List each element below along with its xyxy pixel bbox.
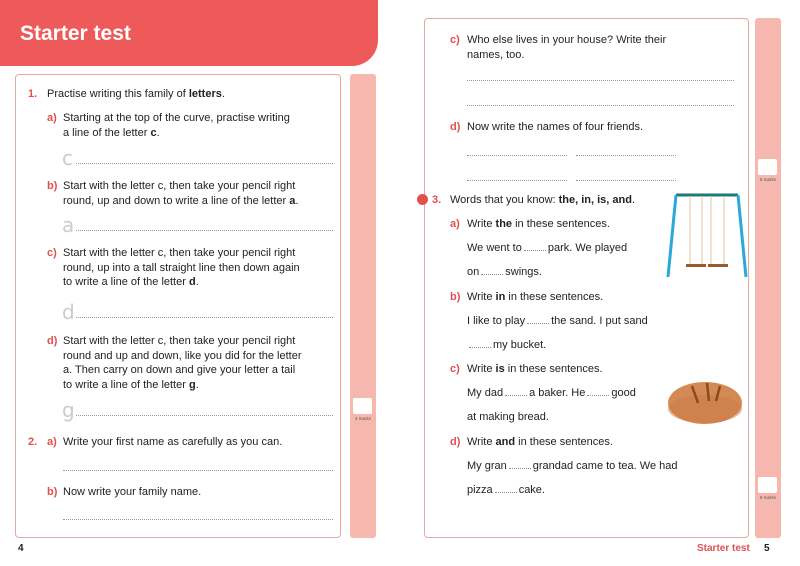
sentence	[467, 386, 636, 400]
blank-space[interactable]	[469, 340, 491, 348]
sentence	[467, 459, 677, 473]
punct: .	[195, 276, 199, 288]
blank-space[interactable]	[481, 267, 503, 275]
marks-box[interactable]	[758, 159, 777, 175]
part-text: Now write the names of four friends.	[467, 121, 644, 133]
target-letter: a	[289, 194, 296, 207]
sentence	[467, 265, 542, 279]
punct: .	[221, 88, 225, 100]
question-text-main: Words that you know:	[450, 194, 559, 206]
sentence	[467, 338, 546, 352]
question-keywords: the, in, is, and	[558, 194, 632, 206]
target-letter: g	[188, 378, 196, 391]
part-text-line	[63, 111, 290, 125]
question-keyword: letters	[188, 88, 222, 100]
handwriting-line[interactable]	[76, 230, 333, 231]
sentence-text: a baker. He	[529, 387, 586, 399]
sentence-text: We went to	[467, 242, 522, 254]
marks-column-left	[350, 74, 376, 538]
text: Start with the letter c, then take your pencil right	[63, 247, 296, 259]
question-text-main: Practise writing this family of	[47, 88, 189, 100]
text: Write	[467, 363, 496, 375]
marks-box[interactable]	[758, 477, 777, 493]
question-badge-icon	[417, 194, 428, 205]
text: Write	[467, 218, 496, 230]
part-instruction	[467, 290, 603, 304]
part-text-line: Who else lives in your house? Write their	[467, 34, 667, 46]
friend-name-line[interactable]	[467, 155, 567, 156]
page-number-left: 4	[18, 543, 24, 554]
sentence-text: at making bread.	[467, 411, 549, 423]
part-letter: b)	[450, 291, 461, 303]
page-title: Starter test	[20, 22, 131, 45]
text: Start with the letter c, then take your pencil right	[63, 180, 296, 192]
friend-name-line[interactable]	[576, 155, 676, 156]
part-text-line	[63, 246, 295, 260]
part-letter: d)	[450, 436, 461, 448]
target-word: and	[495, 436, 516, 448]
part-text-line	[63, 349, 302, 363]
text: to write a line of the letter	[63, 276, 189, 288]
punct: .	[156, 126, 160, 139]
sentence-text: my bucket.	[493, 339, 547, 351]
sentence-text: grandad came to tea. We had	[532, 460, 678, 472]
part-text-line	[63, 363, 295, 377]
sentence-text: pizza	[467, 484, 493, 496]
text: in these sentences.	[504, 363, 603, 375]
marks-box[interactable]	[353, 398, 372, 414]
text: round, up and down to write a line of the letter	[63, 194, 290, 207]
sentence-text: cake.	[518, 484, 545, 496]
sentence	[467, 410, 549, 424]
target-word: in	[495, 291, 506, 303]
text: to write a line of the letter	[63, 378, 189, 391]
question-text	[450, 193, 635, 207]
handwriting-line[interactable]	[76, 317, 333, 318]
answer-line[interactable]	[467, 105, 734, 106]
part-text: Write your first name as carefully as you can.	[63, 436, 283, 448]
sentence-text: My dad	[467, 387, 504, 399]
trace-letter: g	[62, 398, 75, 422]
sentence-text: park. We played	[547, 242, 628, 254]
target-letter: d	[188, 276, 196, 288]
text: Starting at the top of the curve, practise writing	[63, 112, 290, 124]
part-text-line	[63, 334, 295, 348]
text: in these sentences.	[515, 436, 613, 448]
text: a. Then carry on down and give your letter a tail	[63, 364, 296, 376]
part-text-line	[63, 126, 160, 140]
part-instruction	[467, 435, 613, 449]
answer-line[interactable]	[467, 80, 734, 81]
target-word: the	[495, 218, 513, 230]
part-letter: b)	[47, 180, 58, 192]
text: Start with the letter c, then take your pencil right	[63, 335, 296, 347]
marks-label: 8 marks	[759, 177, 776, 182]
blank-space[interactable]	[509, 461, 531, 469]
trace-letter: d	[62, 300, 75, 324]
blank-space[interactable]	[587, 388, 609, 396]
part-text-line: names, too.	[467, 48, 525, 61]
blank-space[interactable]	[505, 388, 527, 396]
part-letter: d)	[450, 121, 461, 133]
text: in these sentences.	[505, 291, 604, 303]
part-text-line	[63, 194, 298, 208]
part-instruction	[467, 362, 603, 376]
text: round and up and down, like you did for the letter	[63, 349, 302, 362]
punct: .	[195, 378, 199, 391]
blank-space[interactable]	[524, 243, 546, 251]
handwriting-line[interactable]	[76, 415, 333, 416]
text: round, up into a tall straight line then down again	[63, 261, 300, 274]
target-word: is	[495, 363, 505, 375]
question-number: 1.	[28, 88, 38, 100]
part-letter: a)	[47, 112, 57, 124]
text: Write	[467, 436, 496, 448]
marks-label: 8 marks	[759, 495, 776, 500]
part-text-line	[63, 378, 199, 392]
family-name-line[interactable]	[63, 519, 333, 520]
question-text	[47, 87, 225, 101]
part-instruction	[467, 217, 610, 231]
friend-name-line[interactable]	[467, 180, 567, 181]
marks-label: 4 marks	[354, 416, 371, 421]
sentence	[467, 314, 648, 328]
target-letter: c	[150, 126, 157, 139]
punct: .	[631, 194, 636, 206]
part-letter: d)	[47, 335, 58, 347]
sentence-text: the sand. I put sand	[551, 315, 648, 327]
trace-letter: a	[62, 213, 75, 237]
text: a line of the letter	[63, 126, 151, 139]
question-number: 3.	[432, 194, 442, 206]
blank-space[interactable]	[495, 485, 517, 493]
bread-loaf-illustration	[666, 378, 744, 426]
swing-illustration	[666, 192, 748, 280]
part-letter: c)	[450, 34, 460, 46]
sentence	[467, 483, 545, 497]
part-text-line	[63, 261, 300, 275]
marks-column-right	[755, 18, 781, 538]
part-letter: a)	[47, 436, 57, 448]
footer-section-title: Starter test	[697, 543, 750, 554]
question-number: 2.	[28, 436, 38, 448]
blank-space[interactable]	[527, 316, 549, 324]
trace-letter: c	[62, 146, 73, 170]
text: Write	[467, 291, 496, 303]
part-letter: c)	[450, 363, 460, 375]
part-text-line	[63, 275, 199, 289]
part-text-line	[63, 179, 295, 193]
part-letter: a)	[450, 218, 460, 230]
page-number-right: 5	[764, 543, 770, 554]
part-text: Now write your family name.	[63, 486, 202, 498]
sentence	[467, 241, 627, 255]
part-letter: b)	[47, 486, 58, 498]
sentence-text: good	[611, 387, 636, 399]
sentence-text: swings.	[505, 266, 542, 278]
friend-name-line[interactable]	[576, 180, 676, 181]
sentence-text: I like to play	[467, 315, 526, 327]
punct: .	[295, 194, 299, 207]
first-name-line[interactable]	[63, 470, 333, 471]
sentence-text: My gran	[467, 460, 507, 472]
handwriting-line[interactable]	[76, 163, 333, 164]
sentence-text: on	[467, 266, 480, 278]
part-letter: c)	[47, 247, 57, 259]
text: in these sentences.	[512, 218, 610, 230]
